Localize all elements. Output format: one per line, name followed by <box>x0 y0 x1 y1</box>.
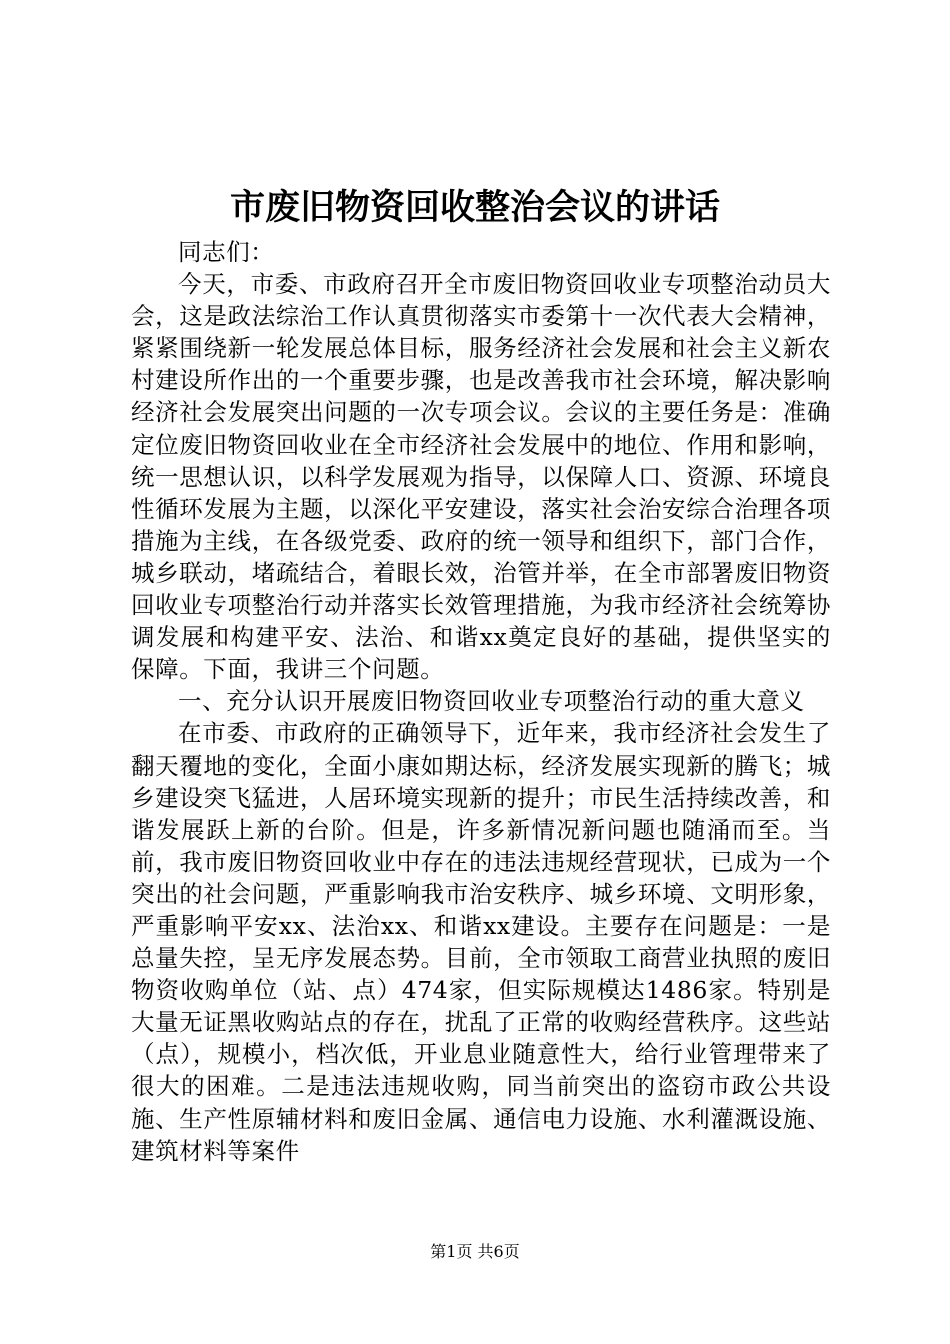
document-title: 市废旧物资回收整治会议的讲话 <box>229 187 720 228</box>
document-body <box>131 236 831 1167</box>
section-heading-1: 一、充分认识开展废旧物资回收业专项整治行动的重大意义 <box>178 687 805 716</box>
page-number-footer: 第1页 共6页 <box>430 1242 520 1261</box>
intro-paragraph: 今天，市委、市政府召开全市废旧物资回收业专项整治动员大会，这是政法综治工作认真贯彻落实市委第十一次代表大会精神，紧紧围绕新一轮发展总体目标，服务经济社会发展和社会主义新农村建设所作出的一个重要步骤，也是改善我市社会环境，解决影响经济社会发展突出问题的一次专项会议。会议的主要任务是：准确定位废旧物资回收业在全市经济社会发展中的地位、作用和影响，统一思想认识，以科学发展观为指导，以保障人口、资源、环境良性循环发展为主题，以深化平安建设，落实社会治安综合治理各项措施为主线，在各级党委、政府的统一领导和组织下，部门合作，城乡联动，堵疏结合，着眼长效，治管并举，在全市部署废旧物资回收业专项整治行动并落实长效管理措施，为我市经济社会统筹协调发展和构建平安、法治、和谐xx奠定良好的基础，提供坚实的保障。下面，我讲三个问题。 <box>131 270 831 684</box>
salutation-paragraph: 同志们： <box>178 238 275 266</box>
section-1-paragraph: 在市委、市政府的正确领导下，近年来，我市经济社会发生了翻天覆地的变化，全面小康如期达标，经济发展实现新的腾飞；城乡建设突飞猛进，人居环境实现新的提升；市民生活持续改善，和谐发展跃上新的台阶。但是，许多新情况新问题也随涌而至。当前，我市废旧物资回收业中存在的违法违规经营现状，已成为一个突出的社会问题，严重影响我市治安秩序、城乡环境、文明形象，严重影响平安xx、法治xx、和谐xx建设。主要存在问题是：一是总量失控，呈无序发展态势。目前，全市领取工商营业执照的废旧物资收购单位（站、点）474家，但实际规模达1486家。特别是大量无证黑收购站点的存在，扰乱了正常的收购经营秩序。这些站（点），规模小，档次低，开业息业随意性大，给行业管理带来了很大的困难。二是违法违规收购，同当前突出的盗窃市政公共设施、生产性原辅材料和废旧金属、通信电力设施、水利灌溉设施、建筑材料等案件 <box>131 719 831 1165</box>
